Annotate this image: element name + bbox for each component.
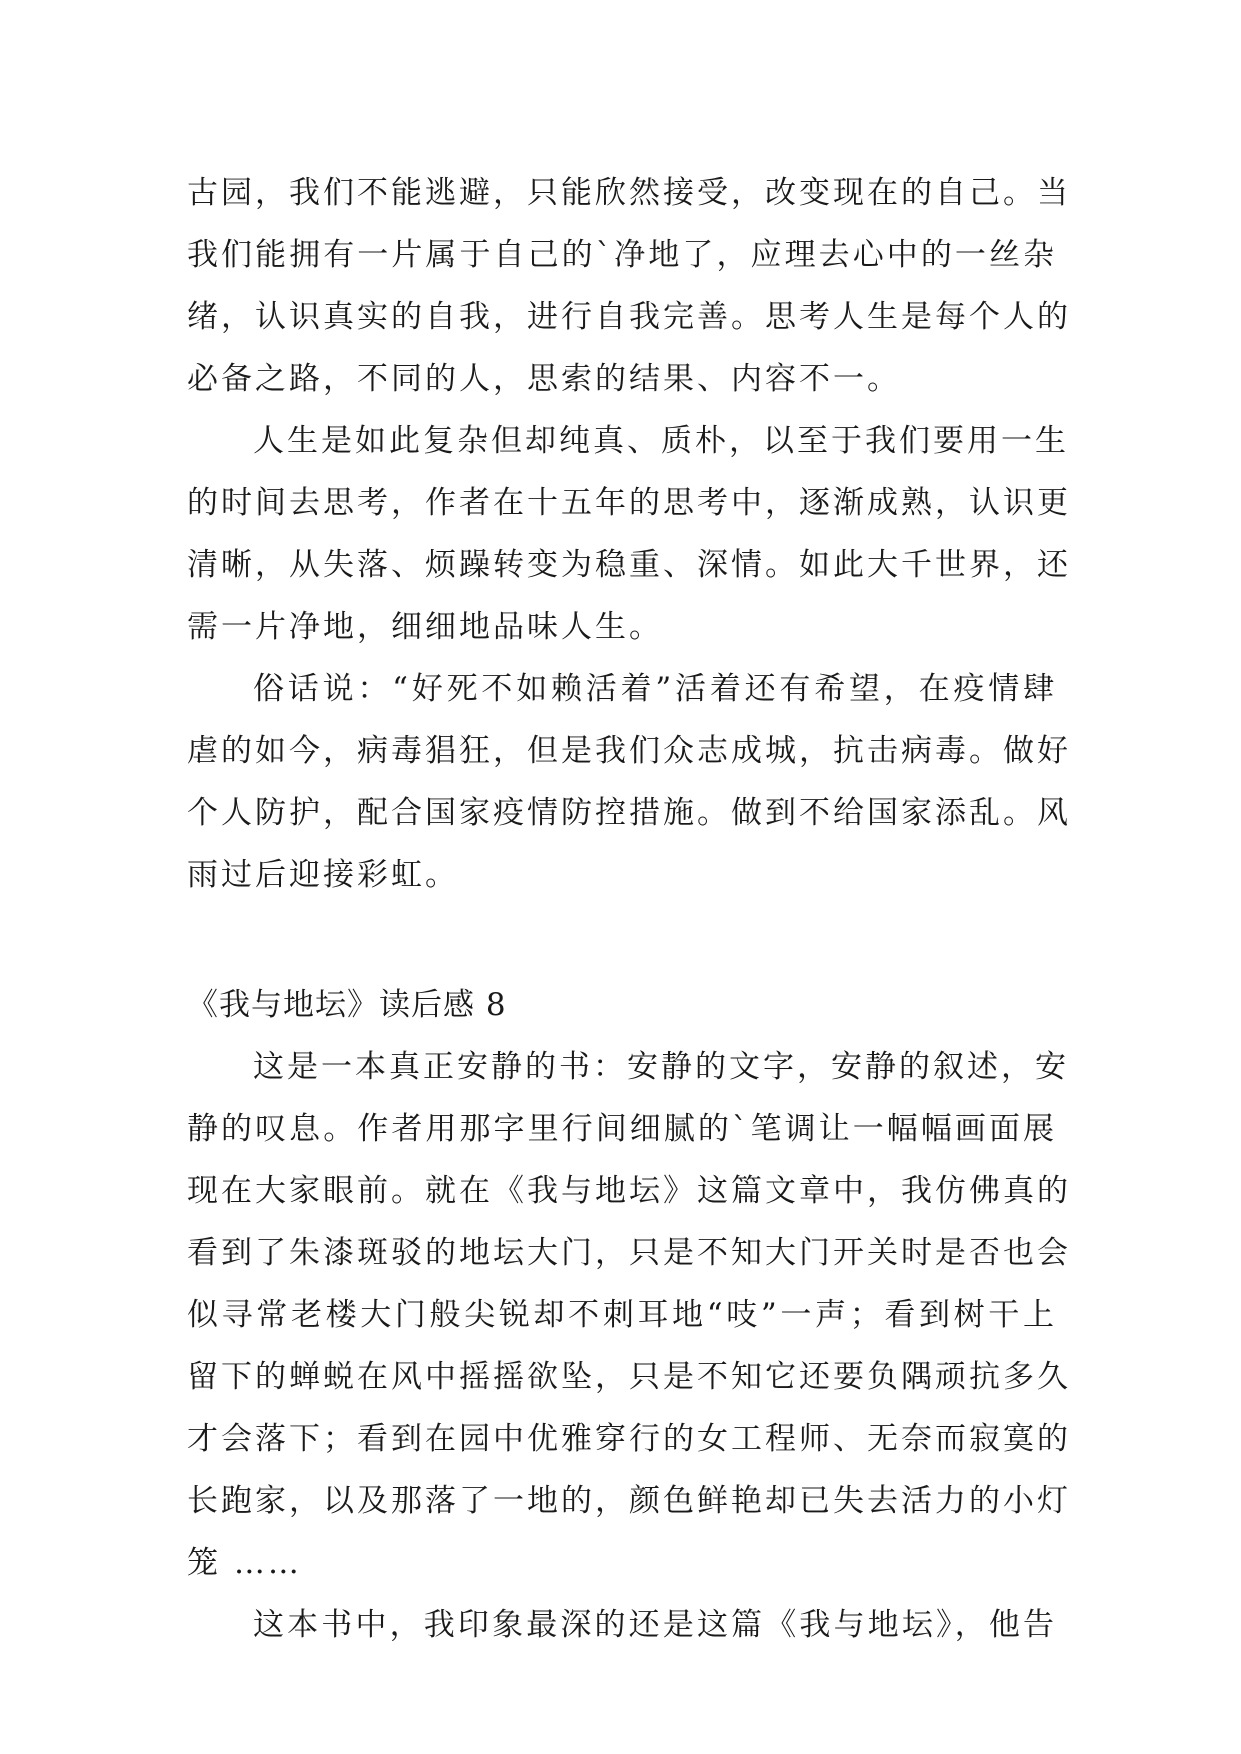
text-line: 需一片净地，细细地品味人生。 <box>187 609 663 645</box>
paragraph-2 <box>187 410 1071 658</box>
text-line: 雨过后迎接彩虹。 <box>187 857 459 893</box>
text-line: 绪，认识真实的自我，进行自我完善。思考人生是每个人的 <box>187 299 1071 335</box>
text-line: 必备之路，不同的人，思索的结果、内容不一。 <box>187 361 901 397</box>
text-line: 静的叹息。作者用那字里行间细腻的`笔调让一幅幅画面展 <box>187 1111 1057 1147</box>
section-paragraph-1 <box>187 1036 1071 1594</box>
text-line: 长跑家，以及那落了一地的，颜色鲜艳却已失去活力的小灯 <box>187 1483 1071 1519</box>
text-line: 虐的如今，病毒猖狂，但是我们众志成城，抗击病毒。做好 <box>187 733 1071 769</box>
paragraph-1 <box>187 162 1071 410</box>
paragraph-3 <box>187 658 1071 906</box>
text-line: 人生是如此复杂但却纯真、质朴，以至于我们要用一生 <box>253 423 1069 459</box>
text-line: 古园，我们不能逃避，只能欣然接受，改变现在的自己。当 <box>187 175 1071 211</box>
text-line: 清晰，从失落、烦躁转变为稳重、深情。如此大千世界，还 <box>187 547 1071 583</box>
text-line: 看到了朱漆斑驳的地坛大门，只是不知大门开关时是否也会 <box>187 1235 1071 1271</box>
section-title: 《我与地坛》读后感 8 <box>187 987 507 1023</box>
section-spacer <box>187 906 1057 974</box>
document-body <box>187 162 1071 1656</box>
text-line: 现在大家眼前。就在《我与地坛》这篇文章中，我仿佛真的 <box>187 1173 1071 1209</box>
text-line: 笼 …… <box>187 1545 302 1581</box>
text-line: 留下的蝉蜕在风中摇摇欲坠，只是不知它还要负隅顽抗多久 <box>187 1359 1071 1395</box>
text-line: 这本书中，我印象最深的还是这篇《我与地坛》，他告 <box>253 1607 1057 1643</box>
text-line: 似寻常老楼大门般尖锐却不刺耳地“吱”一声；看到树干上 <box>187 1297 1057 1333</box>
text-line: 才会落下；看到在园中优雅穿行的女工程师、无奈而寂寞的 <box>187 1421 1071 1457</box>
text-line: 我们能拥有一片属于自己的`净地了，应理去心中的一丝杂 <box>187 237 1057 273</box>
text-line: 俗话说：“好死不如赖活着”活着还有希望，在疫情肆 <box>253 671 1057 707</box>
text-line: 的时间去思考，作者在十五年的思考中，逐渐成熟，认识更 <box>187 485 1071 521</box>
text-line: 个人防护，配合国家疫情防控措施。做到不给国家添乱。风 <box>187 795 1071 831</box>
section-paragraph-2 <box>187 1594 1057 1656</box>
text-line: 这是一本真正安静的书：安静的文字，安静的叙述，安 <box>253 1049 1069 1085</box>
